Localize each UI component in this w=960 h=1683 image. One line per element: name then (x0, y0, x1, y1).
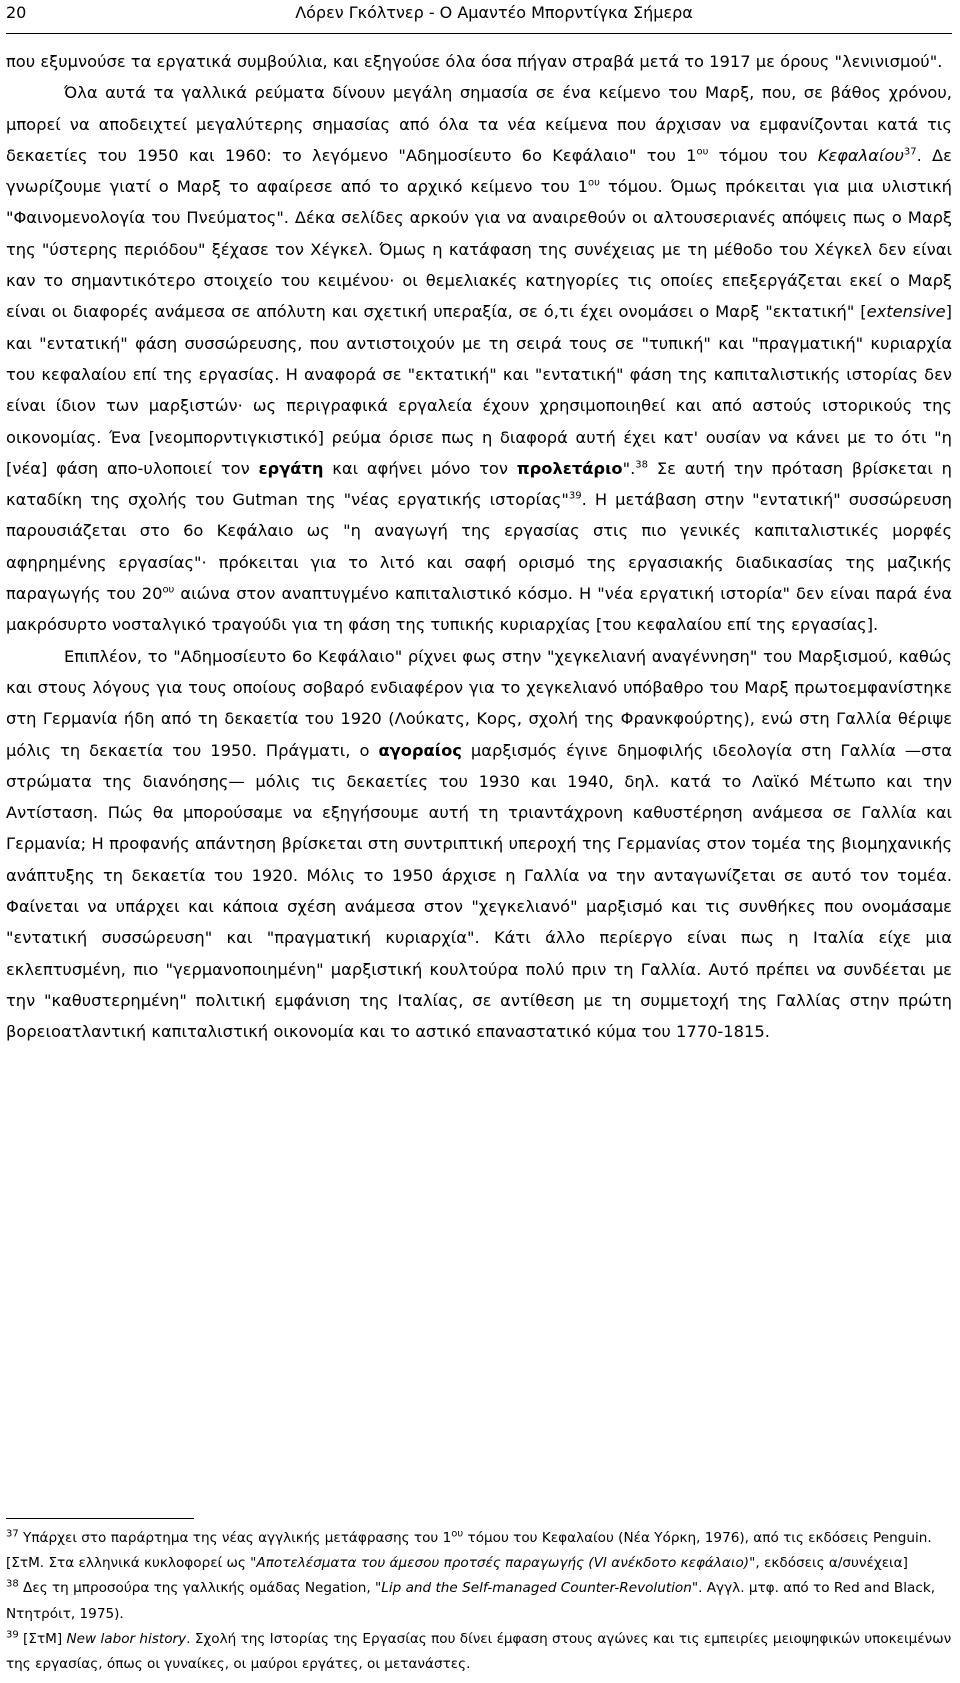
page-header (6, 2, 952, 28)
footnote-38-number: 38 (6, 1578, 19, 1590)
p2-text-c: . Δε γνωρίζουμε γιατί ο Μαρξ το αφαίρεσε από το αρχικό κείμενο του 1 (6, 145, 952, 197)
footnote-38 (6, 1576, 952, 1626)
p2-text-h: Σε αυτή την πρόταση βρίσκεται η καταδίκη της σχολής του Gutman της "νέας εργατικής ιστορίας" (6, 458, 952, 510)
footnote-37-italic: Αποτελέσματα του άμεσου προτσές παραγωγής (VI ανέκδοτο κεφάλαιο) (256, 1555, 750, 1572)
p3-text-a: Επιπλέον, το "Αδημοσίευτο 6ο Κεφάλαιο" ρίχνει φως στην "χεγκελιανή αναγέννηση" του Μαρξισμού, καθώς και στους λόγους για τους οποίους σοβαρό ενδιαφέρον για το χεγκελιανό υπόβαθρο του Μαρξ πρωτοεμφανίστηκε στη Γερμανία ήδη από τη δεκαετία του 1920 (Λούκατς, Κορς, σχολή της Φρανκφούρτης), ενώ στη Γαλλία θέριψε μόλις τη δεκαετία του 1950. Πράγματι, ο (6, 646, 952, 760)
footnote-ref-39[interactable]: 39 (568, 490, 582, 502)
paragraph-1-text: που εξυμνούσε τα εργατικά συμβούλια, και εξηγούσε όλα όσα πήγαν στραβά μετά το 1917 με όρους "λενινισμού". (6, 52, 943, 71)
paragraph-1 (6, 46, 952, 77)
p3-text-b: μαρξισμός έγινε δημοφιλής ιδεολογία στη Γαλλία —στα στρώματα της διανόησης— μόλις τις δεκαετίες του 1930 και 1940, δηλ. κατά το Λαϊκό Μέτωπο και την Αντίσταση. Πώς θα μπορούσαμε να εξηγήσουμε αυτή τη τριαντάχρονη καθυστέρηση ανάμεσα σε Γαλλία και Γερμανία; Η προφανής απάντηση βρίσκεται στη συντριπτική υπεροχή της Γερμανίας στον τομέα της βιομηχανικής ανάπτυξης τη δεκαετία του 1920. Μόλις το 1950 άρχισε η Γαλλία να την ανταγωνίζεται σε αυτό τον τομέα. Φαίνεται να υπάρχει και κάποια σχέση ανάμεσα στον "χεγκελιανό" μαρξισμό και τις συνθήκες που ονομάσαμε "εντατική συσσώρευση" και "πραγματική κυριαρχία". Κάτι άλλο περίεργο είναι πως η Ιταλία είχε μια εκλεπτυσμένη, πιο "γερμανοποιημένη" μαρξιστική κουλτούρα πολύ πριν τη Γαλλία. Αυτό πρέπει να συνδέεται με την "καθυστερημένη" πολιτική εμφάνιση της Ιταλίας, σε αντίθεση με τη συμμετοχή της Γαλλίας στην πρώτη βορειοατλαντική καπιταλιστική οικονομία και το αστικό επαναστατικό κύμα του 1770-1815. (6, 740, 952, 1042)
footnote-39-italic: New labor history (66, 1630, 187, 1647)
footnote-37-number: 37 (6, 1528, 19, 1540)
paragraph-2 (6, 77, 952, 640)
footnote-38-text-a: Δες τη μπροσούρα της γαλλικής ομάδας Negation, " (18, 1580, 382, 1597)
footnote-37-text-c: ", εκδόσεις α/συνέχεια] (749, 1555, 908, 1572)
page-number: 20 (6, 3, 27, 22)
footnote-37-text-a: Υπάρχει στο παράρτημα της νέας αγγλικής μετάφρασης του 1 (18, 1530, 452, 1546)
p3-bold-agoraios: αγοραίος (378, 740, 462, 760)
p2-text-e: ] και "εντατική" φάση συσσώρευσης, που αντιστοιχούν με τη σειρά τους σε "τυπική" και "πραγματική" κυριαρχία του κεφαλαίου επί της εργασίας. Η αναφορά σε "εκτατική" και "εντατική" φάση της καπιταλιστικής ιστορίας δεν είναι ίδιον των μαρξιστών· ως περιγραφικά εργαλεία έχουν χρησιμοποιηθεί και από αστούς ιστορικούς της οικονομίας. Ένα [νεομπορντιγκιστικό] ρεύμα όρισε πως η διαφορά αυτή έχει κατ' ουσίαν να κάνει με το ότι "η [νέα] φάση απο-υλοποιεί τον (6, 302, 952, 478)
footnote-38-text-b: ". Αγγλ. μτφ. από το Red and Black, Ντητρόιτ, 1975). (6, 1580, 936, 1622)
footnote-37-text-b: τόμου του Κεφαλαίου (Νέα Υόρκη, 1976), από τις εκδόσεις Penguin. [ΣτΜ. Στα ελληνικά κυκλοφορεί ως " (6, 1530, 932, 1572)
p2-text-d: τόμου. Όμως πρόκειται για μια υλιστική "Φαινομενολογία του Πνεύματος". Δέκα σελίδες αρκούν για να αναιρεθούν οι αλτουσεριανές απόψεις πως ο Μαρξ της "ύστερης περιόδου" ξέχασε τον Χέγκελ. Όμως η κατάφαση της συνέχειας με τη μέθοδο του Χέγκελ δεν είναι καν το σημαντικότερο στοιχείο του κειμένου· οι θεμελιακές κατηγορίες τις οποίες επεξεργάζεται εκεί ο Μαρξ είναι οι διαφορές ανάμεσα σε απόλυτη και σχετική υπεραξία, σε ό,τι έχει ονομάσει ο Μαρξ "εκτατική" [ (6, 177, 952, 322)
footnote-39 (6, 1627, 952, 1677)
p2-text-g: ". (622, 458, 636, 478)
footnote-38-italic: Lip and the Self-managed Counter-Revolution (381, 1580, 692, 1597)
p2-text-a: Όλα αυτά τα γαλλικά ρεύματα δίνουν μεγάλη σημασία σε ένα κείμενο του Μαρξ, που, σε βάθος χρόνου, μπορεί να αποδειχτεί μεγαλύτερης σημασίας από όλα τα νέα κείμενα που άρχισαν να εμφανίζονται κατά τις δεκαετίες του 1950 και 1960: το λεγόμενο "Αδημοσίευτο 6ο Κεφάλαιο" του 1 (6, 83, 952, 165)
main-text (6, 46, 952, 1048)
footnote-37-superscript: ου (451, 1528, 464, 1540)
p2-superscript-3: ου (162, 584, 175, 596)
p2-text-f: και αφήνει μόνο τον (323, 458, 517, 478)
p2-italic-kefalaiou: Κεφαλαίου (817, 145, 904, 165)
header-rule (6, 33, 952, 34)
footnote-ref-37[interactable]: 37 (903, 146, 917, 158)
p2-bold-ergati: εργάτη (258, 458, 324, 478)
p2-italic-extensive: extensive (866, 302, 946, 322)
footnote-separator (6, 1518, 194, 1519)
footnotes (6, 1526, 952, 1677)
footnote-ref-38[interactable]: 38 (635, 459, 649, 471)
running-title: Λόρεν Γκόλτνερ - Ο Αμαντέο Μπορντίγκα Σήμερα (295, 3, 693, 22)
p2-bold-proletario: προλετάριο (516, 458, 623, 478)
p2-text-i: . Η μετάβαση στην "εντατική" συσσώρευση παρουσιάζεται στο 6ο Κεφάλαιο ως "η αναγωγή της εργασίας στις πιο γενικές καπιταλιστικές μορφές αφηρημένης εργασίας"· πρόκειται για το λιτό και σαφή ορισμό της εργασιακής διαδικασίας της μαζικής παραγωγής του 20 (6, 490, 953, 604)
footnote-39-text-b: . Σχολή της Ιστορίας της Εργασίας που δίνει έμφαση στους αγώνες και τις εμπειρίες μειοψηφικών υποκειμένων της εργασίας, όπως οι γυναίκες, οι μαύροι εργάτες, οι μετανάστες. (6, 1630, 952, 1673)
p2-text-j: αιώνα στον αναπτυγμένο καπιταλιστικό κόσμο. Η "νέα εργατική ιστορία" δεν είναι παρά ένα μακρόσυρτο νοσταλγικό τραγούδι για τη φάση της τυπικής κυριαρχίας [του κεφαλαίου επί της εργασίας]. (6, 584, 952, 635)
p2-superscript-1: ου (696, 146, 709, 158)
p2-text-b: τόμου του (708, 145, 818, 165)
paragraph-3 (6, 641, 952, 1048)
footnote-37 (6, 1526, 952, 1576)
footnote-39-text-a: [ΣτΜ] (18, 1630, 67, 1647)
p2-superscript-2: ου (588, 177, 600, 189)
footnote-39-number: 39 (6, 1629, 19, 1641)
